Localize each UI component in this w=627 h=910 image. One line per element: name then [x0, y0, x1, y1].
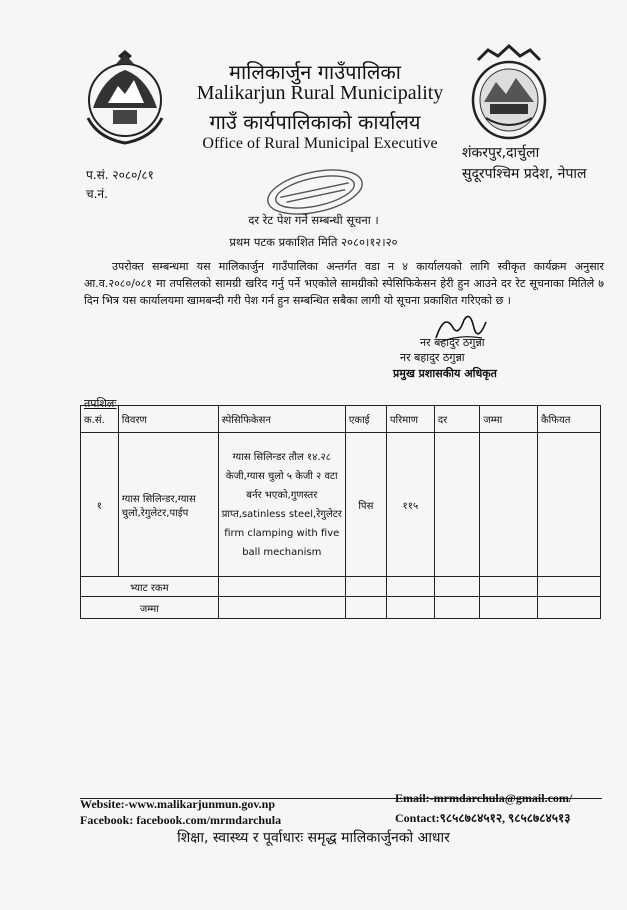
total-row [81, 597, 601, 619]
total-cell-remarks [537, 597, 600, 619]
vat-cell-qty [386, 577, 434, 597]
row-quantity: ११५ [386, 433, 434, 577]
total-cell-amount [480, 597, 538, 619]
header-rate: दर [434, 406, 479, 433]
total-label: जम्मा [81, 597, 219, 619]
table-row [81, 433, 601, 577]
header-remarks: कैफियत [537, 406, 600, 433]
footer-email: Email:-mrmdarchula@gmail.com/ [395, 791, 573, 805]
signatory-title: प्रमुख प्रशासकीय अधिकृत [393, 367, 497, 380]
row-description: ग्यास सिलिन्डर,ग्यास चुलो,रेगुलेटर,पाईप [118, 433, 218, 577]
header-quantity: परिमाण [386, 406, 434, 433]
signatory-name: नर बहादुर ठगुन्ना [420, 336, 485, 349]
table-header-row [81, 406, 601, 433]
total-cell-spec [218, 597, 345, 619]
footer-contact: Contact:९८५८७८४५१२, ९८५८७८४५१३ [395, 811, 571, 825]
address-line-2: सुदूरपश्चिम प्रदेश, नेपाल [462, 166, 587, 182]
row-unit: पिस [345, 433, 386, 577]
vat-cell-unit [345, 577, 386, 597]
office-name-nepali: गाउँ कार्यपालिकाको कार्यालय [209, 110, 421, 134]
dispatch-number: च.नं. [86, 187, 108, 201]
nepal-emblem-icon [78, 48, 173, 153]
address-line-1: शंकरपुर,दार्चुला [462, 145, 540, 161]
footer-website: Website:-www.malikarjunmun.gov.np [80, 797, 276, 811]
letter-reference-number: प.सं. २०८०/८१ [86, 168, 154, 182]
vat-cell-rate [434, 577, 479, 597]
vat-cell-spec [218, 577, 345, 597]
published-date: प्रथम पटक प्रकाशित मिति २०८०।१२।२० [229, 235, 398, 249]
row-remarks [537, 433, 600, 577]
header-specification: स्पेसिफिकेसन [218, 406, 345, 433]
notice-body: उपरोक्त सम्बन्धमा यस मालिकार्जुन गाउँपालिका अन्तर्गत वडा न ४ कार्यालयको लागि स्वीकृत कार्यक्रम अनुसार आ.व.२०८०/०८१ मा तपसिलको सामग्री खरिद गर्नु पर्ने भएकोले सामग्रीको स्पेसिफिकेसन हेरी हुन आउने दर रेट सूचनाका मितिले ७ दिन भित्र यस कार्यालयमा खामबन्दी गरी पेश गर्न हुन सम्बन्धित सबैका लागी यो सूचना प्रकाशित गरिएको छ । [84, 260, 604, 307]
header-unit: एकाई [345, 406, 386, 433]
vat-cell-amount [480, 577, 538, 597]
row-specification: ग्यास सिलिन्डर तौल १४.२८ केजी,ग्यास चुलो ५ केजी २ वटा बर्नर भएको,गुणस्तर प्राप्त,satinless steel,रेगुलेटर firm clamping with five ball mechanism [218, 433, 345, 577]
municipality-logo-icon [468, 42, 550, 142]
row-sn: १ [81, 433, 119, 577]
header-total: जम्मा [480, 406, 538, 433]
row-amount [480, 433, 538, 577]
vat-label: भ्याट रकम [81, 577, 219, 597]
row-rate [434, 433, 479, 577]
footer-slogan: शिक्षा, स्वास्थ्य र पूर्वाधारः समृद्ध मालिकार्जुनको आधार [177, 830, 450, 846]
municipality-name-english: Malikarjun Rural Municipality [196, 82, 444, 104]
header-description: विवरण [118, 406, 218, 433]
header-sn: क.सं. [81, 406, 119, 433]
footer-facebook: Facebook: facebook.com/mrmdarchula [80, 813, 282, 827]
total-cell-rate [434, 597, 479, 619]
office-name-english: Office of Rural Municipal Executive [202, 135, 438, 152]
total-cell-unit [345, 597, 386, 619]
vat-cell-remarks [537, 577, 600, 597]
notice-subject: दर रेट पेश गर्ने सम्बन्धी सूचना । [248, 213, 379, 227]
items-table [80, 405, 601, 619]
vat-row [81, 577, 601, 597]
signatory-stamp-name: नर बहादुर ठगुन्ना [400, 351, 465, 364]
table-caption: तपशिलः [84, 397, 117, 410]
total-cell-qty [386, 597, 434, 619]
municipality-name-nepali: मालिकार्जुन गाउँपालिका [229, 60, 401, 84]
